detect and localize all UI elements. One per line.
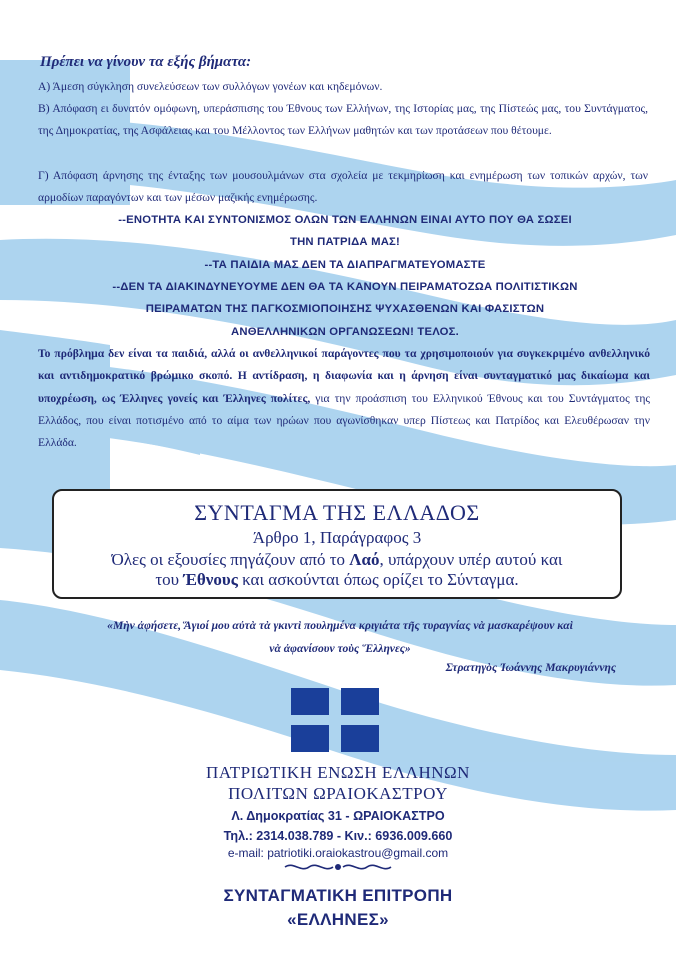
committee-line1: ΣΥΝΤΑΓΜΑΤΙΚΗ ΕΠΙΤΡΟΠΗ — [223, 886, 453, 905]
greek-cross-logo — [291, 688, 385, 754]
org-address: Λ. Δημοκρατίας 31 - ΩΡΑΙΟΚΑΣΤΡΟ — [231, 809, 445, 823]
constitution-text — [54, 550, 620, 590]
closing-bold: Το πρόβλημα δεν είναι τα παιδιά, αλλά οι ανθελληνικοί παράγοντες που τα χρησιμοποιούν για συγκεκριμένο ανθελληνικό και αντιδημοκρατικό βρώμικο σκοπό. Η αντίδραση, η διαφωνία και η άρνηση είναι συνταγματικό μας δικαίωμα και υποχρέωση, ως Έλληνες γονείς και Έλληνες πολίτες, — [38, 347, 650, 405]
constitution-text-4: και ασκούνται όπως ορίζει το Σύνταγμα. — [237, 570, 519, 589]
constitution-text-1: Όλες οι εξουσίες πηγάζουν από το — [111, 550, 350, 569]
closing-rest: για την προάσπιση του Ελληνικού Έθνους και του Συντάγματος της Ελλάδος, που είναι ποτισμένο από το αίμα των ηρώων που αγωνίσθηκαν υπερ Πίστεως και Πατρίδος και Ελευθέρωσαν την Ελλάδα. — [38, 391, 650, 450]
org-name-line1: ΠΑΤΡΙΩΤΙΚΗ ΕΝΩΣΗ ΕΛΛΗΝΩΝ — [206, 763, 470, 782]
org-phones: Τηλ.: 2314.038.789 - Κιν.: 6936.009.660 — [223, 829, 453, 843]
slogan-experiments-line1: --ΔΕΝ ΤΑ ΔΙΑΚΙΝΔΥΝΕΥΟΥΜΕ ΔΕΝ ΘΑ ΤΑ ΚΑΝΟΥΝ ΠΕΙΡΑΜΑΤΟΖΩΑ ΠΟΛΙΤΙΣΤΙΚΩΝ — [112, 281, 578, 293]
slogan-unity-line1: --ΕΝΟΤΗΤΑ ΚΑΙ ΣΥΝΤΟΝΙΣΜΟΣ ΟΛΩΝ ΤΩΝ ΕΛΛΗΝΩΝ ΕΙΝΑΙ ΑΥΤΟ ΠΟΥ ΘΑ ΣΩΣΕΙ — [118, 214, 572, 226]
quote-author: Στρατηγὸς Ἰωάννης Μακρυγιάννης — [445, 661, 616, 674]
slogan-unity-line2: ΤΗΝ ΠΑΤΡΙΔΑ ΜΑΣ! — [289, 236, 401, 249]
step-a: Α) Άμεση σύγκληση συνελεύσεων των συλλόγων γονέων και κηδεμόνων. — [38, 80, 383, 93]
constitution-text-2: , υπάρχουν υπέρ αυτού και — [379, 550, 563, 569]
committee-line2: «ΕΛΛΗΝΕΣ» — [287, 910, 389, 929]
constitution-title: ΣΥΝΤΑΓΜΑ ΤΗΣ ΕΛΛΑΔΟΣ — [194, 500, 480, 525]
slogan-experiments — [40, 276, 650, 343]
constitution-laos: Λαό — [349, 550, 380, 569]
intro-heading: Πρέπει να γίνουν τα εξής βήματα: — [40, 54, 252, 70]
constitution-text-3: του — [155, 570, 184, 589]
organization-block — [0, 762, 676, 860]
step-b: Β) Απόφαση ει δυνατόν ομόφωνη, υπεράσπισης του Έθνους των Ελλήνων, της Ιστορίας μας, της Πίστεώς μας, του Συντάγματος, της Δημοκρατίας, της Ασφάλειας και του Μέλλοντος των Ελλήνων μαθητών και των προτάσεων που θέτουμε. — [38, 102, 648, 138]
slogan-children: --ΤΑ ΠΑΙΔΙΑ ΜΑΣ ΔΕΝ ΤΑ ΔΙΑΠΡΑΓΜΑΤΕΥΟΜΑΣΤΕ — [204, 259, 486, 271]
quote-line2: νὰ ἀφανίσουν τοὺς Ἕλληνες» — [269, 642, 411, 655]
constitution-box — [52, 489, 622, 599]
committee-block — [0, 884, 676, 932]
ornament-divider-icon — [283, 860, 393, 874]
constitution-article: Άρθρο 1, Παράγραφος 3 — [252, 528, 422, 547]
constitution-ethnos: Έθνους — [183, 570, 238, 589]
quote-line1: «Μὴν ἀφήσετε, Ἅγιοί μου αὐτὰ τὰ γκιντὶ πουλημένα κριγιάτα τῆς τυραγνίας νὰ μασκαρέψουν καὶ — [107, 619, 573, 632]
slogan-unity — [40, 209, 650, 254]
slogan-experiments-line3: ΑΝΘΕΛΛΗΝΙΚΩΝ ΟΡΓΑΝΩΣΕΩΝ! ΤΕΛΟΣ. — [231, 325, 459, 338]
makrygiannis-quote — [40, 614, 640, 660]
slogan-experiments-line2: ΠΕΙΡΑΜΑΤΩΝ ΤΗΣ ΠΑΓΚΟΣΜΙΟΠΟΙΗΣΗΣ ΨΥΧΑΣΘΕΝΩΝ ΚΑΙ ΦΑΣΙΣΤΩΝ — [145, 303, 545, 316]
step-c: Γ) Απόφαση άρνησης της ένταξης των μουσουλμάνων στα σχολεία με τεκμηρίωση και ενημέρωση των τοπικών αρχών, των αρμοδίων παραγόντων και των μέσων μαζικής ενημέρωσης. — [38, 169, 648, 205]
org-email[interactable]: e-mail: patriotiki.oraiokastrou@gmail.com — [227, 846, 449, 860]
org-name-line2: ΠΟΛΙΤΩΝ ΩΡΑΙΟΚΑΣΤΡΟΥ — [228, 784, 448, 803]
closing-paragraph — [38, 343, 650, 454]
